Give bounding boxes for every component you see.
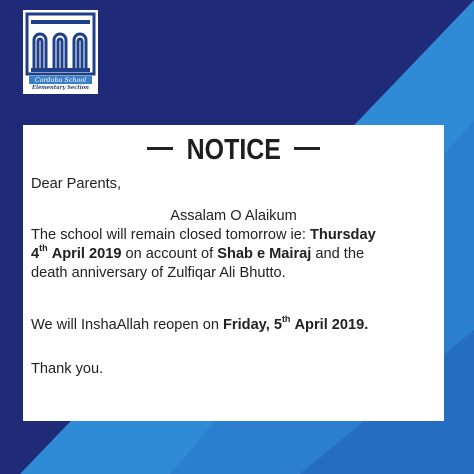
heading-dash-left — [147, 147, 173, 150]
notice-title: NOTICE — [186, 134, 281, 166]
notice-heading — [23, 133, 444, 167]
greeting: Dear Parents, — [31, 176, 122, 192]
logo-section-name: Elementary Section — [32, 85, 89, 91]
notice-line-2: 4th April 2019 on account of Shab e Mairaj and the — [31, 243, 365, 262]
notice-line-1: The school will remain closed tomorrow ie: Thursday — [31, 227, 376, 243]
reopen-line: We will InshaAllah reopen on Friday, 5th April 2019. — [31, 314, 369, 333]
notice-card — [23, 125, 444, 421]
heading-dash-right — [294, 147, 320, 150]
closing: Thank you. — [31, 361, 104, 377]
logo-school-name: Cordoba School — [29, 76, 92, 84]
school-logo — [23, 10, 98, 94]
arches-icon — [23, 10, 98, 76]
notice-line-3: death anniversary of Zulfiqar Ali Bhutto. — [31, 265, 286, 281]
salutation: Assalam O Alaikum — [170, 208, 297, 224]
